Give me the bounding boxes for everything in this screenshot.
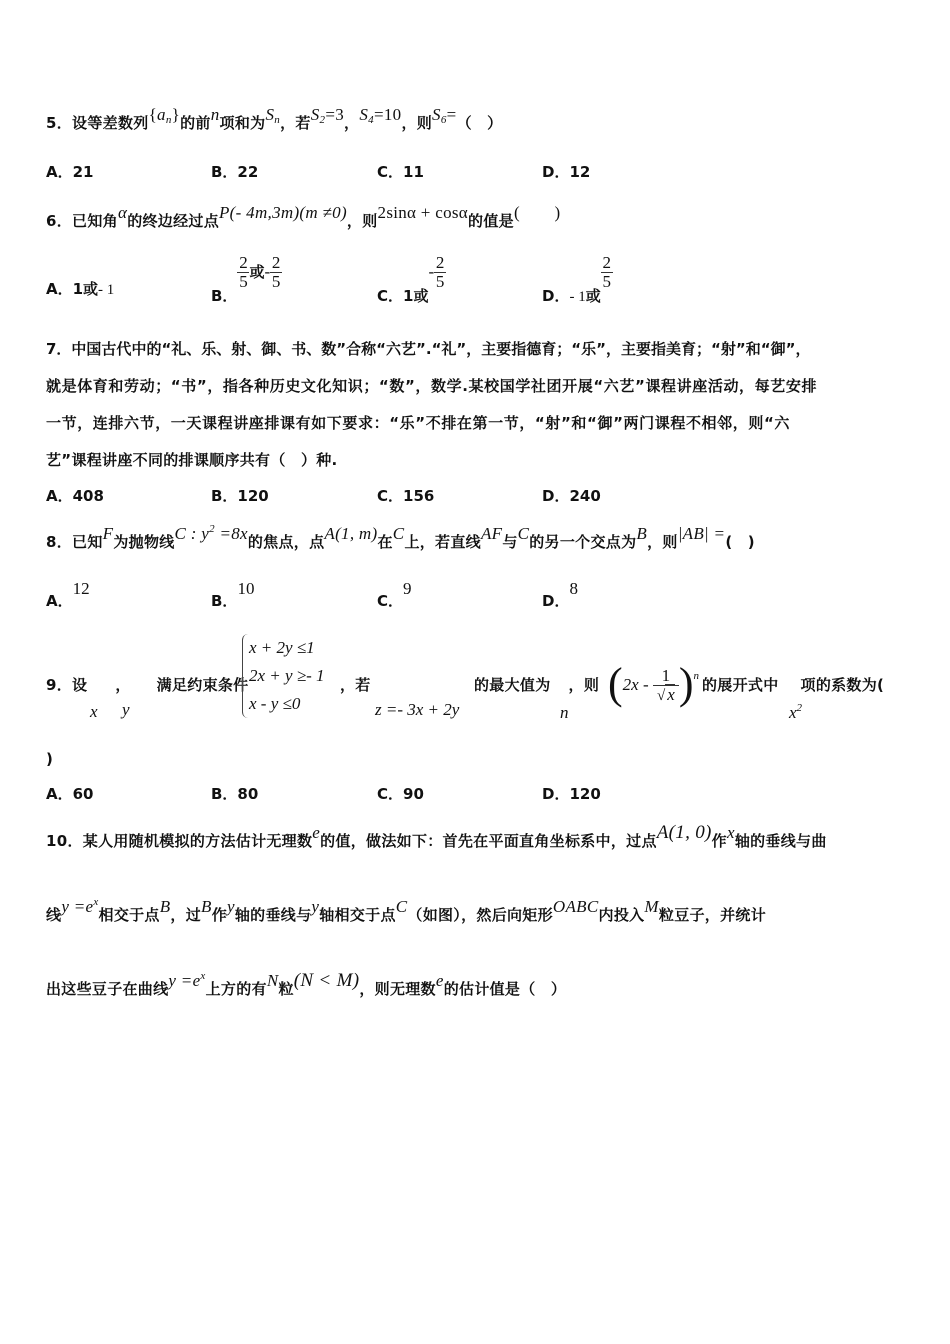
q9-option-d: D．120 [542,785,601,803]
point-a: A(1, 0) [656,822,712,843]
q9-option-c: C．90 [377,785,424,803]
condition-n-less-m: (N < M) [293,970,360,991]
binomial-expression: (2x - $\frac{1}{√ x}$ )$^n$ [608,659,700,708]
q6-option-c: C．1或- $\frac{2}{5}$ [377,253,445,305]
answer-blank: 的估计值是（ ） [443,980,567,998]
rectangle-oabc: OABC [552,897,599,916]
q5-option-d: D．12 [542,163,591,181]
q6-number: 6． [46,212,73,230]
q7-option-c: C．156 [377,487,435,505]
q5-option-a: A．21 [46,163,94,181]
q8-option-d: D．8 [542,579,578,610]
curve-equation: $y =e^x$ [61,896,99,916]
q7-option-a: A．408 [46,487,104,505]
q8-stem: 8．已知F为抛物线C : $y^2 =8x$的焦点，点A(1, m)在C上，若直线AF与C的另一个交点为B，则|AB| =( ) [46,523,755,551]
term-x-squared: $x^2$ [789,702,803,722]
q5-option-c: C．11 [377,163,424,181]
q9-number: 9． [46,676,73,694]
q7-option-d: D．240 [542,487,601,505]
q5-number: 5． [46,114,73,132]
constraint-system: x + 2y ≤1 2x + y ≥- 1 x - y ≤0 [242,634,325,718]
ab-length: |AB| = [677,524,726,543]
point-a: A(1, m) [324,524,378,543]
q10-line-1: 10．某人用随机模拟的方法估计无理数e的值，做法如下：首先在平面直角坐标系中，过点A(1, 0)作x轴的垂线与曲 [46,822,827,850]
q8-option-b: B．10 [211,579,255,610]
q7-line-1: 7．中国古代中的“礼、乐、射、御、书、数”合称“六艺”.“礼”，主要指德育；“乐”，主要指美育；“射”和“御”， [46,340,811,358]
q10-line-3: 出这些豆子在曲线$y =e^x$上方的有N粒(N < M)，则无理数e的估计值是（ ） [46,970,567,998]
q6-option-b: B． $\frac{2}{5}$ 或- $\frac{2}{5}$ [211,253,281,305]
q5-option-b: B．22 [211,163,259,181]
q7-option-b: B．120 [211,487,269,505]
answer-blank: ( ) [725,533,755,551]
q7-line-4: 艺”课程讲座不同的排课顺序共有（ ）种. [46,451,338,469]
var-y: y [122,700,130,719]
q9-option-a: A．60 [46,785,94,803]
curve-equation: $y =e^x$ [168,970,206,990]
answer-blank: ( ) [513,203,561,222]
q6-option-d: D．- 1或 $\frac{2}{5}$ [542,253,611,305]
q10-line-2: 线$y =e^x$相交于点B，过B作y轴的垂线与y轴相交于点C（如图），然后向矩形OABC内投入M粒豆子，并统计 [46,896,766,924]
trig-expression: 2sinα + cosα [377,203,469,222]
q8-number: 8． [46,533,73,551]
q8-option-c: C．9 [377,579,412,610]
q6-stem: 6．已知角α的终边经过点P(- 4m,3m)(m ≠0)，则2sinα + cosα的值是( ) [46,203,561,230]
objective-function: z =- 3x + 2y [375,700,460,719]
parabola-equation: C : $y^2 =8x$ [174,523,248,543]
var-n: n [560,703,569,722]
q5-stem: 5．设等差数列$\{a_n\}$的前n项和为$S_n$，若$S_2=3$，$S_4=10$，则$S_6=$（ ） [46,105,503,132]
q7-line-2: 就是体育和劳动；“书”，指各种历史文化知识；“数”，数学.某校国学社团开展“六艺”课程讲座活动，每艺安排 [46,377,818,395]
q10-number: 10． [46,832,83,850]
q6-option-a: A．1或- 1 [46,280,115,298]
q9-close-paren: ) [46,750,54,768]
q8-option-a: A．12 [46,579,90,610]
answer-blank: （ ） [456,114,503,132]
q9-option-b: B．80 [211,785,259,803]
q7-line-3: 一节，连排六节，一天课程讲座排课有如下要求：“乐”不排在第一节，“射”和“御”两门课程不相邻，则“六 [46,414,791,432]
point-p: P(- 4m,3m)(m ≠0) [219,203,347,222]
q9-stem: 9．设 ， 满足约束条件 [46,676,249,694]
sequence-an: $\{a_n\}$ [148,105,181,126]
var-x: x [90,702,98,721]
